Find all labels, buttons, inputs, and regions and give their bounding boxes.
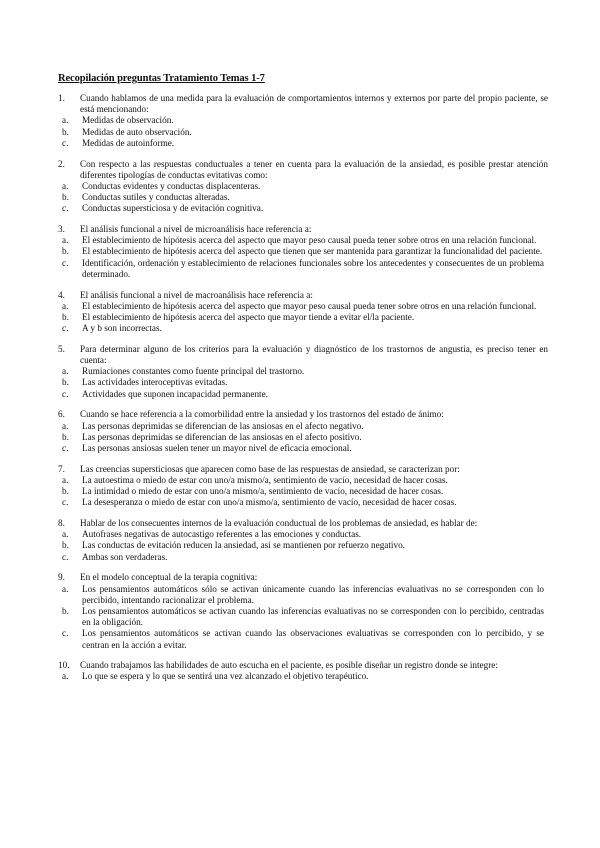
question-row	[0, 93, 600, 115]
answer-option	[0, 235, 600, 246]
option-letter: a.	[62, 529, 69, 540]
question-item	[0, 290, 600, 335]
option-text: Conductas sutiles y conductas alteradas.	[82, 192, 230, 203]
option-text: La intimidad o miedo de estar con uno/a mismo/a, sentimiento de vacío, necesidad de hacer cosas.	[82, 486, 444, 497]
option-text: Medidas de autoinforme.	[82, 137, 175, 148]
question-item	[0, 464, 600, 509]
option-letter: b.	[62, 246, 69, 257]
option-letter: b.	[62, 311, 69, 322]
question-number: 7.	[58, 463, 65, 474]
option-letter: b.	[62, 605, 69, 616]
option-text: Rumiaciones constantes como fuente principal del trastorno.	[82, 366, 305, 377]
option-letter: a.	[62, 180, 69, 191]
option-text: Conductas evidentes y conductas displacenteras.	[82, 180, 261, 191]
question-text: Cuando hablamos de una medida para la evaluación de comportamientos internos y externos por parte del propio paciente, se está mencionando:	[80, 93, 548, 115]
answer-option	[0, 432, 600, 443]
option-text: El establecimiento de hipótesis acerca del aspecto que mayor peso causal pueda tener sobre otros en una relación funcional.	[82, 300, 537, 311]
answer-option	[0, 377, 600, 388]
option-letter: a.	[62, 300, 69, 311]
answer-option	[0, 258, 600, 280]
option-text: Ambas son verdaderas.	[82, 551, 168, 562]
question-number: 9.	[58, 572, 65, 583]
option-text: Autofrases negativas de autocastigo referentes a las emociones y conductas.	[82, 529, 362, 540]
question-number: 6.	[58, 409, 65, 420]
document-title: Recopilación preguntas Tratamiento Temas 1-7	[58, 73, 265, 84]
option-letter: c.	[62, 497, 69, 508]
option-letter: a.	[62, 366, 69, 377]
question-row	[0, 224, 600, 235]
answer-option	[0, 529, 600, 540]
option-text: Las personas ansiosas suelen tener un mayor nivel de eficacia emocional.	[82, 442, 352, 453]
question-item	[0, 224, 600, 280]
option-letter: c.	[62, 388, 69, 399]
option-text: La autoestima o miedo de estar con uno/a mismo/a, sentimiento de vacío, necesidad de hacer cosas.	[82, 474, 448, 485]
question-item	[0, 660, 600, 682]
option-text: Identificación, ordenación y establecimiento de relaciones funcionales sobre los antecedentes y consecuentes de un problema determinado.	[82, 257, 544, 279]
option-text: A y b son incorrectas.	[82, 323, 162, 334]
answer-option	[0, 628, 600, 650]
answer-option	[0, 301, 600, 312]
option-text: Las personas deprimidas se diferencian de las ansiosas en el afecto positivo.	[82, 431, 362, 442]
question-text: En el modelo conceptual de la terapia cognitiva:	[80, 572, 258, 583]
option-letter: b.	[62, 126, 69, 137]
question-number: 8.	[58, 518, 65, 528]
question-number: 3.	[58, 224, 65, 235]
option-letter: c.	[62, 257, 69, 268]
option-text: Lo que se espera y lo que se sentirá una vez alcanzado el objetivo terapéutico.	[82, 671, 369, 682]
answer-option	[0, 421, 600, 432]
option-letter: c.	[62, 203, 69, 214]
option-letter: c.	[62, 137, 69, 148]
question-row	[0, 409, 600, 420]
option-text: La desesperanza o miedo de estar con uno/a mismo/a, sentimiento de vacío, necesidad de hacer cosas.	[82, 497, 457, 508]
answer-option	[0, 323, 600, 334]
answer-option	[0, 203, 600, 214]
option-letter: a.	[62, 115, 69, 126]
option-text: Los pensamientos automáticos sólo se activan únicamente cuando las inferencias evaluativas no se corresponden con lo percibido, intentando racionalizar el problema.	[82, 583, 544, 605]
option-letter: a.	[62, 235, 69, 246]
question-item	[0, 159, 600, 215]
option-text: El establecimiento de hipótesis acerca del aspecto que tienen que ser mantenida para garantizar la funcionalidad del paciente.	[82, 246, 543, 257]
question-item	[0, 409, 600, 454]
option-letter: c.	[62, 628, 69, 639]
answer-option	[0, 584, 600, 606]
option-letter: a.	[62, 671, 69, 682]
option-letter: c.	[62, 323, 69, 334]
answer-option	[0, 312, 600, 323]
option-text: Las actividades interoceptivas evitadas.	[82, 377, 228, 388]
option-letter: b.	[62, 192, 69, 203]
option-letter: b.	[62, 431, 69, 442]
question-number: 2.	[58, 158, 65, 169]
option-text: Los pensamientos automáticos se activan cuando las inferencias evaluativas no se corresponden con lo percibido, centradas en la obligación.	[82, 605, 544, 628]
question-item	[0, 344, 600, 400]
answer-option	[0, 115, 600, 126]
question-text: Cuando trabajamos las habilidades de auto escucha en el paciente, es posible diseñar un registro donde se integre:	[80, 660, 498, 671]
option-letter: a.	[62, 474, 69, 485]
question-row	[0, 344, 600, 366]
question-list	[0, 93, 600, 692]
answer-option	[0, 246, 600, 257]
answer-option	[0, 181, 600, 192]
question-row	[0, 159, 600, 181]
option-letter: b.	[62, 377, 69, 388]
answer-option	[0, 540, 600, 551]
question-text: Cuando se hace referencia a la comorbilidad entre la ansiedad y los trastornos del estado de ánimo:	[80, 409, 444, 420]
question-text: El análisis funcional a nivel de microanálisis hace referencia a:	[80, 224, 312, 235]
answer-option	[0, 389, 600, 400]
option-text: Medidas de auto observación.	[82, 126, 192, 137]
question-number: 1.	[58, 93, 65, 103]
answer-option	[0, 127, 600, 138]
option-text: Conductas supersticiosa y de evitación cognitiva.	[82, 203, 264, 214]
question-text: Las creencias supersticiosas que aparecen como base de las respuestas de ansiedad, se caracterizan por:	[80, 463, 460, 474]
option-text: Actividades que suponen incapacidad permanente.	[82, 388, 268, 399]
question-item	[0, 93, 600, 149]
question-row	[0, 518, 600, 529]
answer-option	[0, 552, 600, 563]
answer-option	[0, 486, 600, 497]
answer-option	[0, 366, 600, 377]
question-row	[0, 660, 600, 671]
question-text: Para determinar alguno de los criterios para la evaluación y diagnóstico de los trastornos de angustia, es preciso tener en cuenta:	[80, 343, 548, 366]
option-text: Los pensamientos automáticos se activan cuando las observaciones evaluativas se corresponden con lo percibido, y se centran en la acción a evitar.	[82, 628, 544, 650]
answer-option	[0, 192, 600, 203]
answer-option	[0, 138, 600, 149]
question-row	[0, 290, 600, 301]
answer-option	[0, 671, 600, 682]
question-row	[0, 572, 600, 583]
option-letter: a.	[62, 583, 69, 594]
question-item	[0, 518, 600, 563]
question-number: 5.	[58, 343, 65, 354]
option-text: Las personas deprimidas se diferencian de las ansiosas en el afecto negativo.	[82, 420, 364, 431]
answer-option	[0, 443, 600, 454]
option-letter: c.	[62, 442, 69, 453]
question-text: Hablar de los consecuentes internos de la evaluación conductual de los problemas de ansiedad, es hablar de:	[80, 518, 478, 528]
answer-option	[0, 475, 600, 486]
option-letter: c.	[62, 551, 69, 562]
answer-option	[0, 497, 600, 508]
question-text: Con respecto a las respuestas conductuales a tener en cuenta para la evaluación de la ansiedad, es posible prestar atención diferentes tipologías de conductas evitativas como:	[80, 158, 548, 180]
question-number: 4.	[58, 289, 65, 300]
option-letter: b.	[62, 540, 69, 551]
question-text: El análisis funcional a nivel de macroanálisis hace referencia a:	[80, 289, 313, 300]
option-text: Las conductas de evitación reducen la ansiedad, así se mantienen por refuerzo negativo.	[82, 540, 405, 551]
answer-option	[0, 606, 600, 628]
option-text: Medidas de observación.	[82, 115, 174, 126]
option-letter: b.	[62, 486, 69, 497]
question-row	[0, 464, 600, 475]
option-text: El establecimiento de hipótesis acerca del aspecto que mayor tiende a evitar el/la paciente.	[82, 311, 415, 322]
option-text: El establecimiento de hipótesis acerca del aspecto que mayor peso causal pueda tener sobre otros en una relación funcional.	[82, 235, 537, 246]
question-item	[0, 572, 600, 650]
option-letter: a.	[62, 420, 69, 431]
question-number: 10.	[58, 660, 70, 671]
